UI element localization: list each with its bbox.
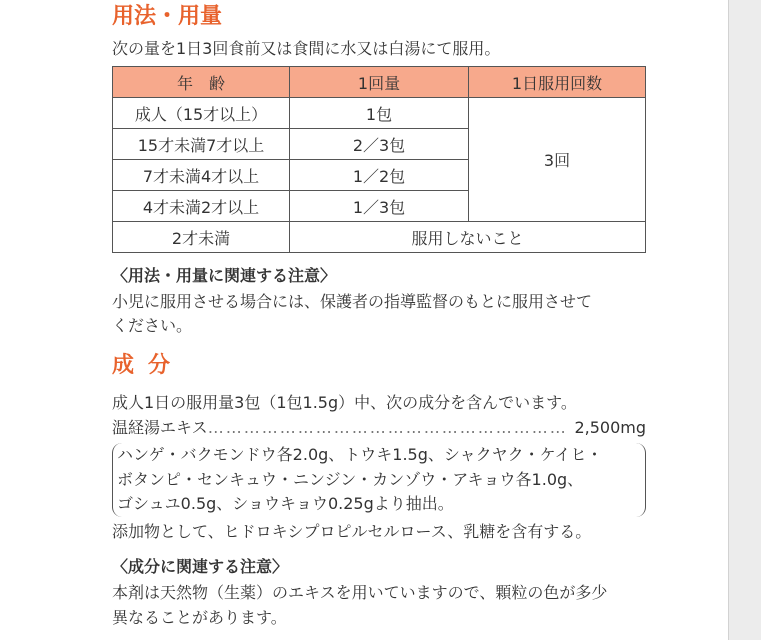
dosage-intro: 次の量を1日3回食前又は食間に水又は白湯にて服用。 (112, 39, 501, 58)
extract-line (112, 416, 646, 440)
age-cell: 成人（15才以上） (113, 98, 290, 129)
table-header-row (113, 67, 646, 98)
amount-cell: 1／3包 (290, 191, 469, 222)
ingredients-heading: 成分 (112, 353, 185, 378)
age-cell: 7才未満4才以上 (113, 160, 290, 191)
age-cell: 4才未満2才以上 (113, 191, 290, 222)
amount-cell: 1／2包 (290, 160, 469, 191)
header-amount: 1回量 (290, 67, 469, 98)
additives-text: 添加物として、ヒドロキシプロピルセルロース、乳糖を含有する。 (112, 522, 592, 541)
header-age: 年 齢 (113, 67, 290, 98)
dosage-caution-line-2: ください。 (112, 316, 193, 335)
extract-amount: 2,500mg (574, 418, 646, 437)
table-row (113, 222, 646, 253)
not-for-use-cell: 服用しないこと (290, 222, 646, 253)
dosage-caution-heading: 〈用法・用量に関連する注意〉 (112, 266, 337, 285)
ingredients-caution-line-2: 異なることがあります。 (112, 608, 287, 627)
extract-name: 温経湯エキス (112, 418, 208, 437)
age-cell: 15才未満7才以上 (113, 129, 290, 160)
dosage-table (112, 66, 646, 253)
times-cell: 3回 (469, 98, 646, 222)
ingredients-intro: 成人1日の服用量3包（1包1.5g）中、次の成分を含んでいます。 (112, 393, 577, 412)
ingredients-caution-heading: 〈成分に関連する注意〉 (112, 557, 289, 576)
ingredients-caution-line-1: 本剤は天然物（生薬）のエキスを用いていますので、顆粒の色が多少 (112, 583, 608, 602)
herb-line-1: ハンゲ・バクモンドウ各2.0g、トウキ1.5g、シャクヤク・ケイヒ・ (117, 445, 603, 464)
dosage-caution-line-1: 小児に服用させる場合には、保護者の指導監督のもとに服用させて (112, 292, 593, 311)
dosage-heading: 用法・用量 (112, 4, 223, 29)
herb-list (112, 443, 646, 517)
age-cell: 2才未満 (113, 222, 290, 253)
amount-cell: 2／3包 (290, 129, 469, 160)
amount-cell: 1包 (290, 98, 469, 129)
table-row (113, 98, 646, 129)
leader-dots: …………………………………………………… (207, 418, 568, 437)
header-times: 1日服用回数 (469, 67, 646, 98)
herb-line-2: ボタンピ・センキュウ・ニンジン・カンゾウ・アキョウ各1.0g、 (117, 469, 584, 489)
page-margin (728, 0, 761, 640)
herb-line-3: ゴシュユ0.5g、ショウキョウ0.25gより抽出。 (117, 494, 454, 513)
